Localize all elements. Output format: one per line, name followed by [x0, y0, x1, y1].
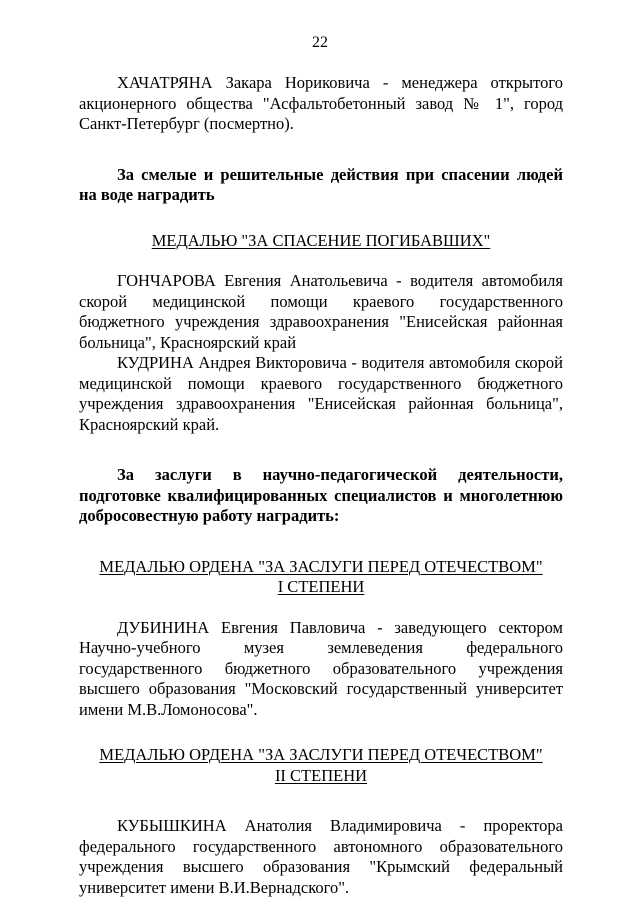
award-entry-kubyshkin: КУБЫШКИНА Анатолия Владимировича - проректора федерального государственного автономного образовательного учреждения высшего образования "Крымский федеральный университет имени В.И.Вернадского". [79, 816, 563, 897]
award-entry-khachatryan: ХАЧАТРЯНА Закара Нориковича - менеджера открытого акционерного общества "Асфальтобетонный завод № 1", город Санкт-Петербург (посмертно). [79, 73, 563, 133]
medal-title-order-2-line1: МЕДАЛЬЮ ОРДЕНА "ЗА ЗАСЛУГИ ПЕРЕД ОТЕЧЕСТВОМ" [99, 745, 543, 764]
medal-title-order-1 [79, 557, 563, 598]
medal-title-order-1-line2: I СТЕПЕНИ [277, 577, 365, 596]
award-entry-kudrin: КУДРИНА Андрея Викторовича - водителя автомобиля скорой медицинской помощи краевого государственного бюджетного учреждения здравоохранения "Енисейская районная больница", Красноярский край. [79, 353, 563, 434]
medal-title-rescue [79, 231, 563, 252]
medal-title-rescue-text: МЕДАЛЬЮ "ЗА СПАСЕНИЕ ПОГИБАВШИХ" [151, 230, 491, 250]
page-number: 22 [312, 34, 328, 51]
medal-title-order-1-line1: МЕДАЛЬЮ ОРДЕНА "ЗА ЗАСЛУГИ ПЕРЕД ОТЕЧЕСТВОМ" [99, 556, 543, 576]
award-entry-dubinin: ДУБИНИНА Евгения Павловича - заведующего сектором Научно-учебного музея землеведения федерального государственного бюджетного образовательного учреждения высшего образования "Московский государственный университет имени М.В.Ломоносова". [79, 617, 563, 719]
award-reason-rescue: За смелые и решительные действия при спасении людей на воде наградить [79, 164, 563, 204]
award-reason-science: За заслуги в научно-педагогической деятельности, подготовке квалифицированных специалистов и многолетнюю добросовестную работу наградить: [79, 465, 563, 525]
medal-title-order-2-line2: II СТЕПЕНИ [274, 765, 368, 785]
medal-title-order-2 [79, 745, 563, 786]
award-entry-goncharov: ГОНЧАРОВА Евгения Анатольевича - водителя автомобиля скорой медицинской помощи краевого государственного бюджетного учреждения здравоохранения "Енисейская районная больница", Красноярский край [79, 271, 563, 352]
document-body [79, 73, 563, 898]
